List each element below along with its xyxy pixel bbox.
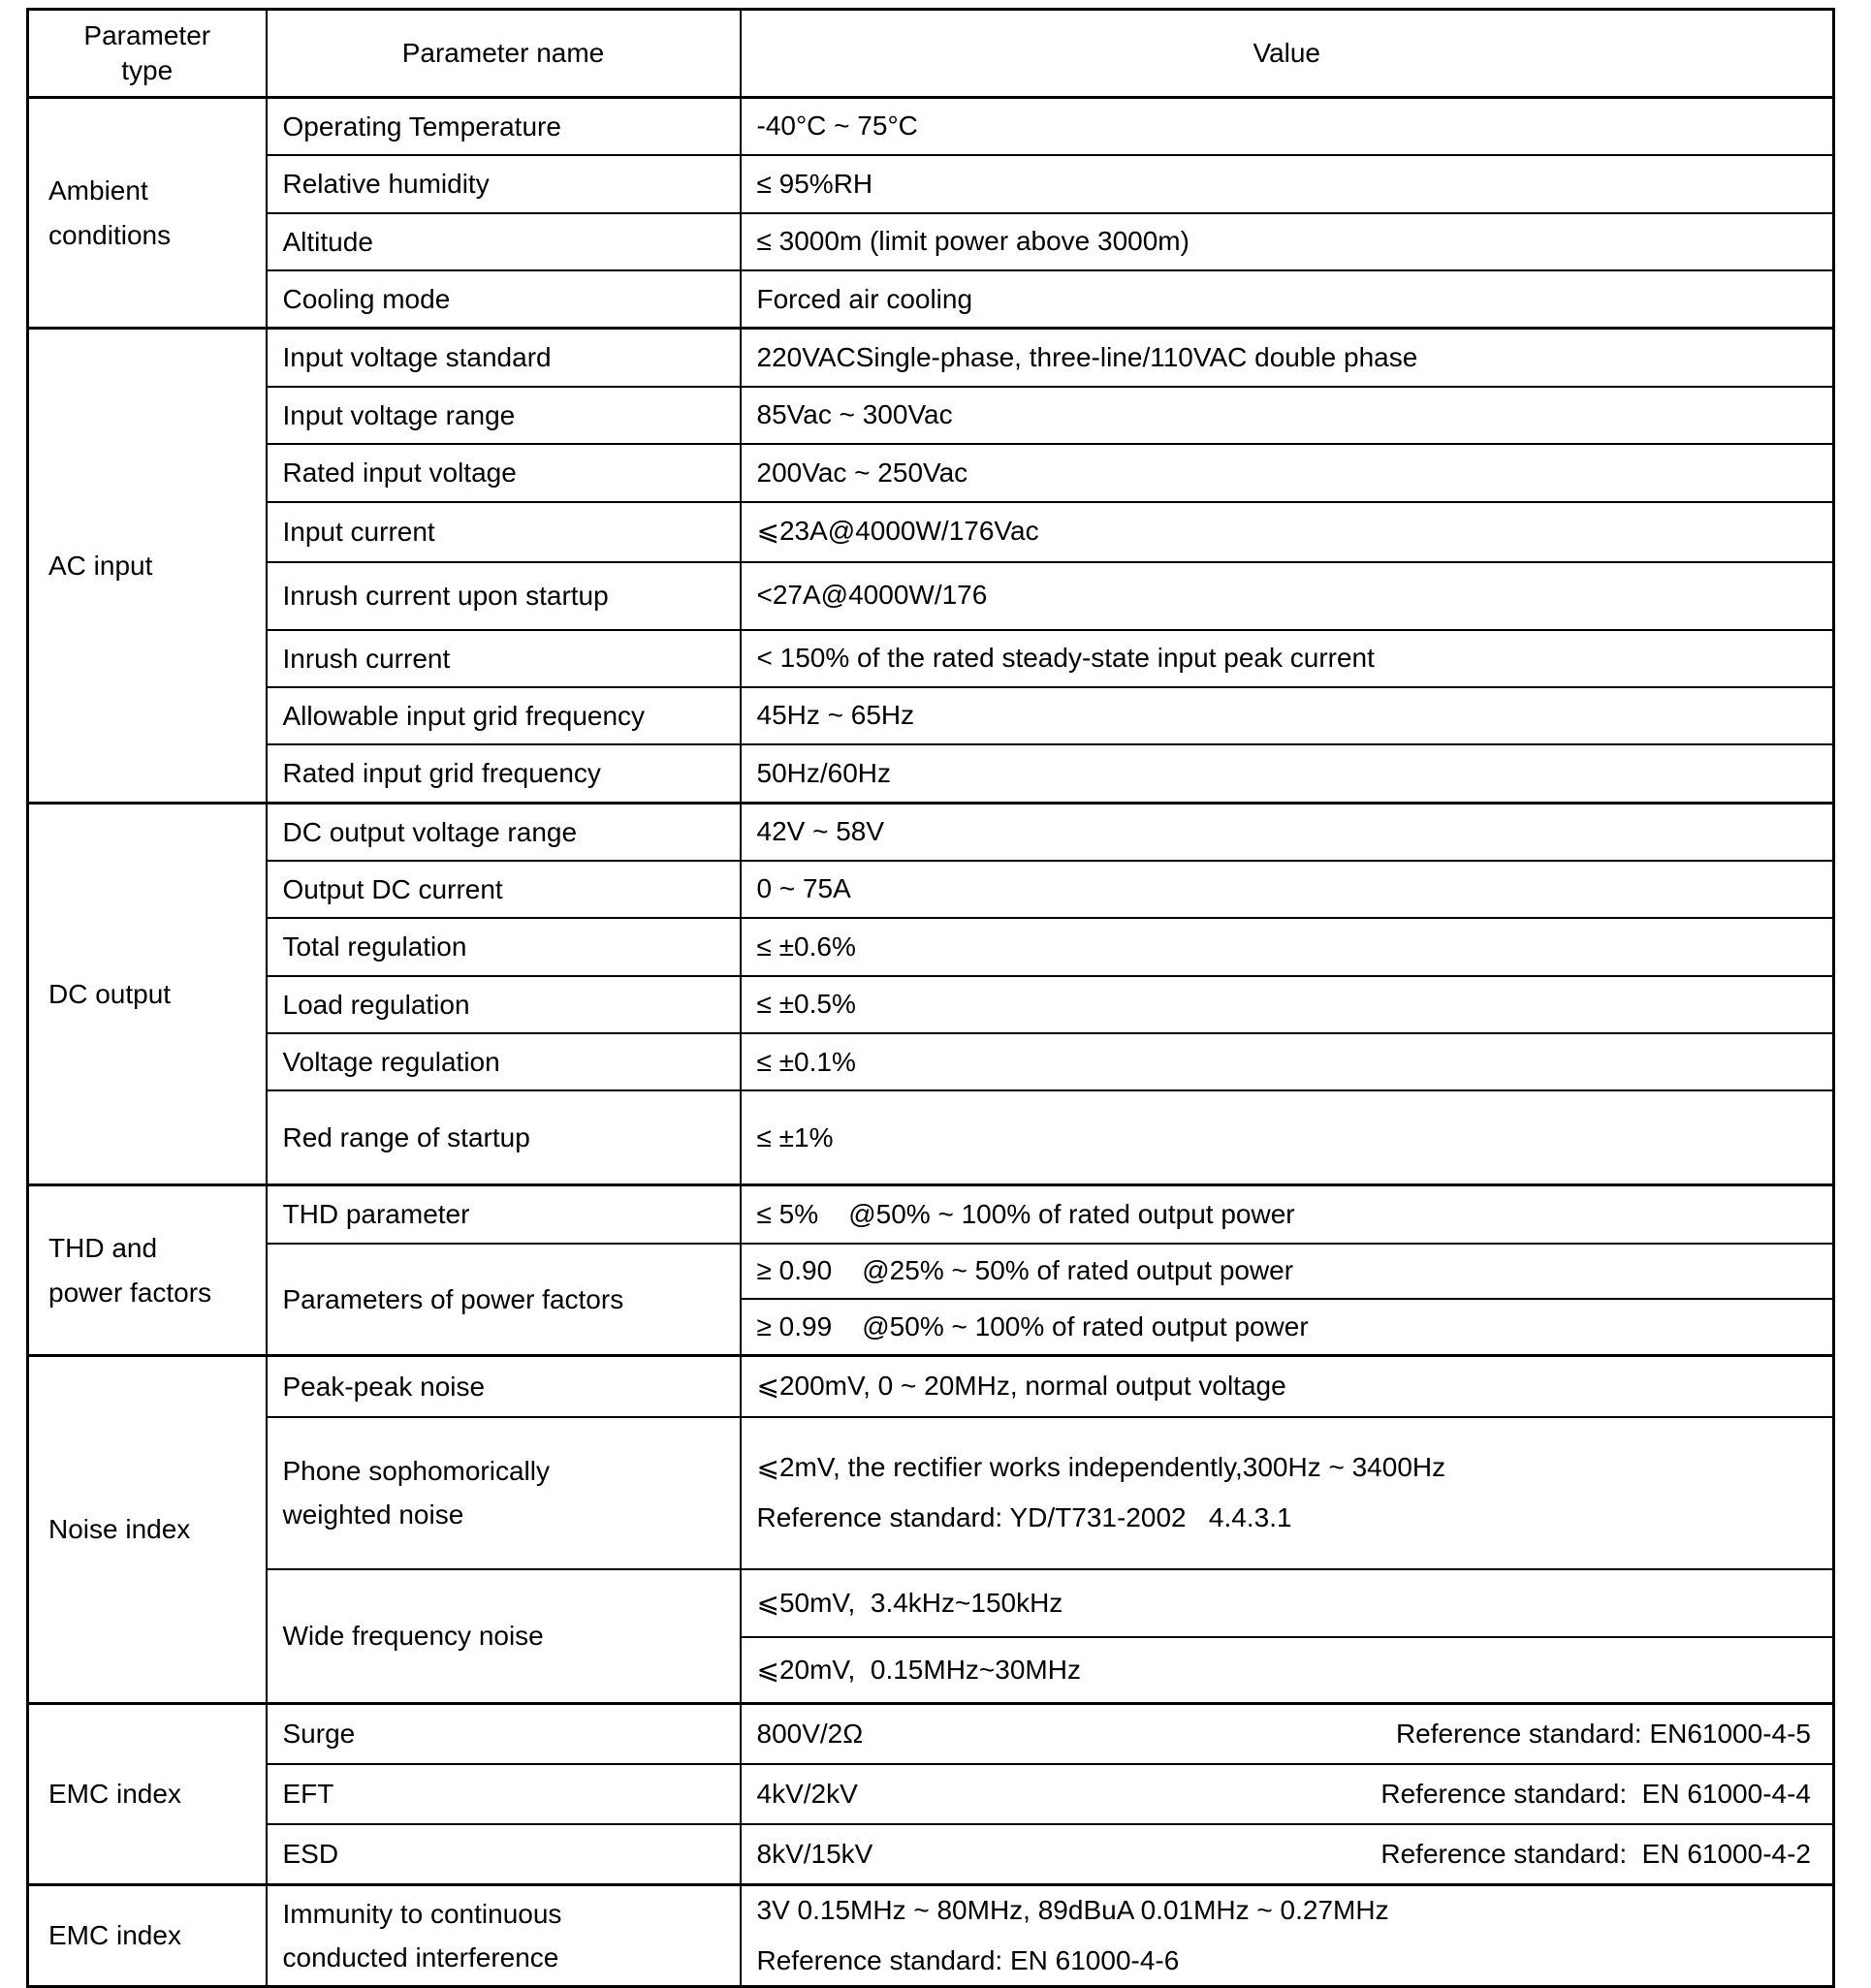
value-cell bbox=[741, 1764, 1834, 1824]
cell-text-line: weighted noise bbox=[282, 1499, 464, 1530]
value-text: ≤ ±1% bbox=[756, 1121, 834, 1152]
value-cell bbox=[741, 98, 1834, 156]
parameter-name-cell: Peak-peak noise bbox=[267, 1355, 741, 1417]
table-row bbox=[28, 687, 1834, 744]
value-text: ⩽2mV, the rectifier works independently,300Hz ~ 3400Hz bbox=[756, 1451, 1446, 1482]
value-cell bbox=[741, 270, 1834, 329]
table-row bbox=[28, 444, 1834, 501]
table-row bbox=[28, 213, 1834, 270]
document-page bbox=[26, 8, 1835, 1988]
parameter-name-cell: Load regulation bbox=[267, 976, 741, 1033]
cell-text-line: Immunity to continuous bbox=[282, 1898, 562, 1929]
value-cell bbox=[741, 1417, 1834, 1569]
table-row bbox=[28, 1355, 1834, 1417]
value-text: 8kV/15kV bbox=[756, 1838, 873, 1869]
parameter-name-cell: DC output voltage range bbox=[267, 803, 741, 861]
value-text: 85Vac ~ 300Vac bbox=[756, 399, 953, 430]
value-text: ≤ 3000m (limit power above 3000m) bbox=[756, 226, 1189, 257]
value-text: 42V ~ 58V bbox=[756, 816, 885, 847]
value-cell bbox=[741, 1569, 1834, 1637]
reference-standard-text: Reference standard: EN61000-4-5 bbox=[1395, 1718, 1811, 1749]
value-cell bbox=[741, 1355, 1834, 1417]
table-row bbox=[28, 1033, 1834, 1090]
value-cell bbox=[741, 803, 1834, 861]
col-header-parameter-type bbox=[28, 10, 267, 98]
parameter-name-cell: Input voltage range bbox=[267, 387, 741, 444]
table-row bbox=[28, 1569, 1834, 1637]
parameter-name-cell bbox=[267, 1884, 741, 1987]
value-text: ⩽200mV, 0 ~ 20MHz, normal output voltage bbox=[756, 1371, 1286, 1402]
table-row bbox=[28, 861, 1834, 918]
value-text: ≤ 5% @50% ~ 100% of rated output power bbox=[756, 1198, 1295, 1229]
table-row bbox=[28, 1090, 1834, 1185]
value-text: 45Hz ~ 65Hz bbox=[756, 700, 915, 731]
table-row bbox=[28, 1417, 1834, 1569]
table-row bbox=[28, 155, 1834, 212]
value-text: ⩽23A@4000W/176Vac bbox=[756, 516, 1039, 547]
parameter-name-cell: Inrush current upon startup bbox=[267, 562, 741, 630]
table-header bbox=[28, 10, 1834, 98]
parameter-type-cell bbox=[28, 1185, 267, 1355]
value-cell bbox=[741, 502, 1834, 562]
value-text: ≤ ±0.5% bbox=[756, 989, 856, 1020]
specification-table bbox=[26, 8, 1835, 1988]
table-row bbox=[28, 98, 1834, 156]
col-header-parameter-name bbox=[267, 10, 741, 98]
parameter-name-cell: Input voltage standard bbox=[267, 329, 741, 387]
table-row bbox=[28, 976, 1834, 1033]
parameter-name-cell: Input current bbox=[267, 502, 741, 562]
parameter-name-cell: EFT bbox=[267, 1764, 741, 1824]
parameter-name-cell: THD parameter bbox=[267, 1185, 741, 1244]
value-text: ⩽20mV, 0.15MHz~30MHz bbox=[756, 1654, 1081, 1685]
value-cell bbox=[741, 155, 1834, 212]
parameter-name-cell: Rated input grid frequency bbox=[267, 744, 741, 803]
cell-text-line: Phone sophomorically bbox=[282, 1455, 550, 1486]
col-header-parameter-name-label: Parameter name bbox=[401, 37, 605, 68]
parameter-name-cell: Output DC current bbox=[267, 861, 741, 918]
value-cell bbox=[741, 976, 1834, 1033]
value-with-reference bbox=[757, 1837, 1812, 1872]
value-cell bbox=[741, 744, 1834, 803]
table-row bbox=[28, 744, 1834, 803]
value-text: 800V/2Ω bbox=[756, 1718, 864, 1749]
table-body bbox=[28, 98, 1834, 1987]
value-cell bbox=[741, 387, 1834, 444]
value-text: 50Hz/60Hz bbox=[756, 757, 892, 788]
value-text: Reference standard: YD/T731-2002 4.4.3.1 bbox=[756, 1502, 1292, 1533]
cell-text-line: conducted interference bbox=[282, 1942, 559, 1973]
table-row bbox=[28, 329, 1834, 387]
value-text: ≤ ±0.6% bbox=[756, 931, 856, 962]
value-text: -40°C ~ 75°C bbox=[756, 110, 918, 142]
col-header-parameter-type-label: Parameter type bbox=[83, 19, 211, 85]
parameter-type-cell bbox=[28, 98, 267, 329]
table-row bbox=[28, 1244, 1834, 1299]
parameter-name-cell: Rated input voltage bbox=[267, 444, 741, 501]
table-row bbox=[28, 1703, 1834, 1764]
parameter-type-cell: EMC index bbox=[28, 1703, 267, 1884]
parameter-name-cell: Red range of startup bbox=[267, 1090, 741, 1185]
parameter-name-cell: Inrush current bbox=[267, 630, 741, 687]
value-cell bbox=[741, 1884, 1834, 1987]
parameter-name-cell: Altitude bbox=[267, 213, 741, 270]
table-row bbox=[28, 270, 1834, 329]
value-text: 220VACSingle-phase, three-line/110VAC double phase bbox=[756, 341, 1418, 372]
value-cell bbox=[741, 1824, 1834, 1885]
value-cell bbox=[741, 630, 1834, 687]
header-row bbox=[28, 10, 1834, 98]
value-cell bbox=[741, 1185, 1834, 1244]
table-row bbox=[28, 630, 1834, 687]
value-text: 4kV/2kV bbox=[756, 1778, 858, 1809]
value-text: 0 ~ 75A bbox=[756, 873, 851, 904]
value-cell bbox=[741, 1244, 1834, 1299]
table-row bbox=[28, 1764, 1834, 1824]
parameter-name-cell: Allowable input grid frequency bbox=[267, 687, 741, 744]
value-text: Reference standard: EN 61000-4-6 bbox=[756, 1945, 1180, 1976]
value-cell bbox=[741, 1090, 1834, 1185]
table-row bbox=[28, 562, 1834, 630]
parameter-name-cell: ESD bbox=[267, 1824, 741, 1885]
reference-standard-text: Reference standard: EN 61000-4-4 bbox=[1380, 1778, 1811, 1809]
value-cell bbox=[741, 687, 1834, 744]
value-cell bbox=[741, 1033, 1834, 1090]
value-cell bbox=[741, 918, 1834, 975]
parameter-type-cell: AC input bbox=[28, 329, 267, 803]
value-cell bbox=[741, 444, 1834, 501]
reference-standard-text: Reference standard: EN 61000-4-2 bbox=[1380, 1838, 1811, 1869]
cell-text-line: conditions bbox=[48, 219, 172, 250]
parameter-name-cell: Operating Temperature bbox=[267, 98, 741, 156]
value-with-reference bbox=[757, 1777, 1812, 1812]
parameter-name-cell: Relative humidity bbox=[267, 155, 741, 212]
value-text: ≤ ±0.1% bbox=[756, 1046, 856, 1077]
value-text: 3V 0.15MHz ~ 80MHz, 89dBuA 0.01MHz ~ 0.27MHz bbox=[756, 1894, 1389, 1925]
value-text: < 150% of the rated steady-state input peak current bbox=[756, 643, 1375, 673]
value-cell bbox=[741, 1299, 1834, 1356]
value-cell bbox=[741, 329, 1834, 387]
parameter-name-cell: Parameters of power factors bbox=[267, 1244, 741, 1356]
parameter-name-cell bbox=[267, 1417, 741, 1569]
cell-text-line: THD and bbox=[48, 1233, 158, 1264]
parameter-name-cell: Surge bbox=[267, 1703, 741, 1764]
table-row bbox=[28, 1884, 1834, 1987]
parameter-name-cell: Wide frequency noise bbox=[267, 1569, 741, 1704]
table-row bbox=[28, 387, 1834, 444]
value-cell bbox=[741, 1637, 1834, 1704]
value-text: <27A@4000W/176 bbox=[756, 580, 988, 611]
value-cell bbox=[741, 562, 1834, 630]
value-text: ≥ 0.90 @25% ~ 50% of rated output power bbox=[756, 1255, 1294, 1286]
col-header-value-label: Value bbox=[1253, 37, 1321, 68]
value-cell bbox=[741, 213, 1834, 270]
parameter-name-cell: Total regulation bbox=[267, 918, 741, 975]
parameter-name-cell: Cooling mode bbox=[267, 270, 741, 329]
value-with-reference bbox=[757, 1717, 1812, 1751]
parameter-type-cell: EMC index bbox=[28, 1884, 267, 1987]
table-row bbox=[28, 803, 1834, 861]
value-text: Forced air cooling bbox=[756, 283, 973, 314]
value-text: ≤ 95%RH bbox=[756, 168, 873, 199]
value-cell bbox=[741, 861, 1834, 918]
col-header-value bbox=[741, 10, 1834, 98]
table-row bbox=[28, 502, 1834, 562]
cell-text-line: Ambient bbox=[48, 175, 148, 206]
value-cell bbox=[741, 1703, 1834, 1764]
table-row bbox=[28, 918, 1834, 975]
parameter-name-cell: Voltage regulation bbox=[267, 1033, 741, 1090]
parameter-type-cell: DC output bbox=[28, 803, 267, 1185]
table-row bbox=[28, 1824, 1834, 1885]
value-text: 200Vac ~ 250Vac bbox=[756, 457, 968, 488]
table-row bbox=[28, 1185, 1834, 1244]
value-text: ≥ 0.99 @50% ~ 100% of rated output power bbox=[756, 1310, 1309, 1341]
cell-text-line: power factors bbox=[48, 1277, 212, 1308]
value-text: ⩽50mV, 3.4kHz~150kHz bbox=[756, 1587, 1063, 1618]
parameter-type-cell: Noise index bbox=[28, 1355, 267, 1703]
